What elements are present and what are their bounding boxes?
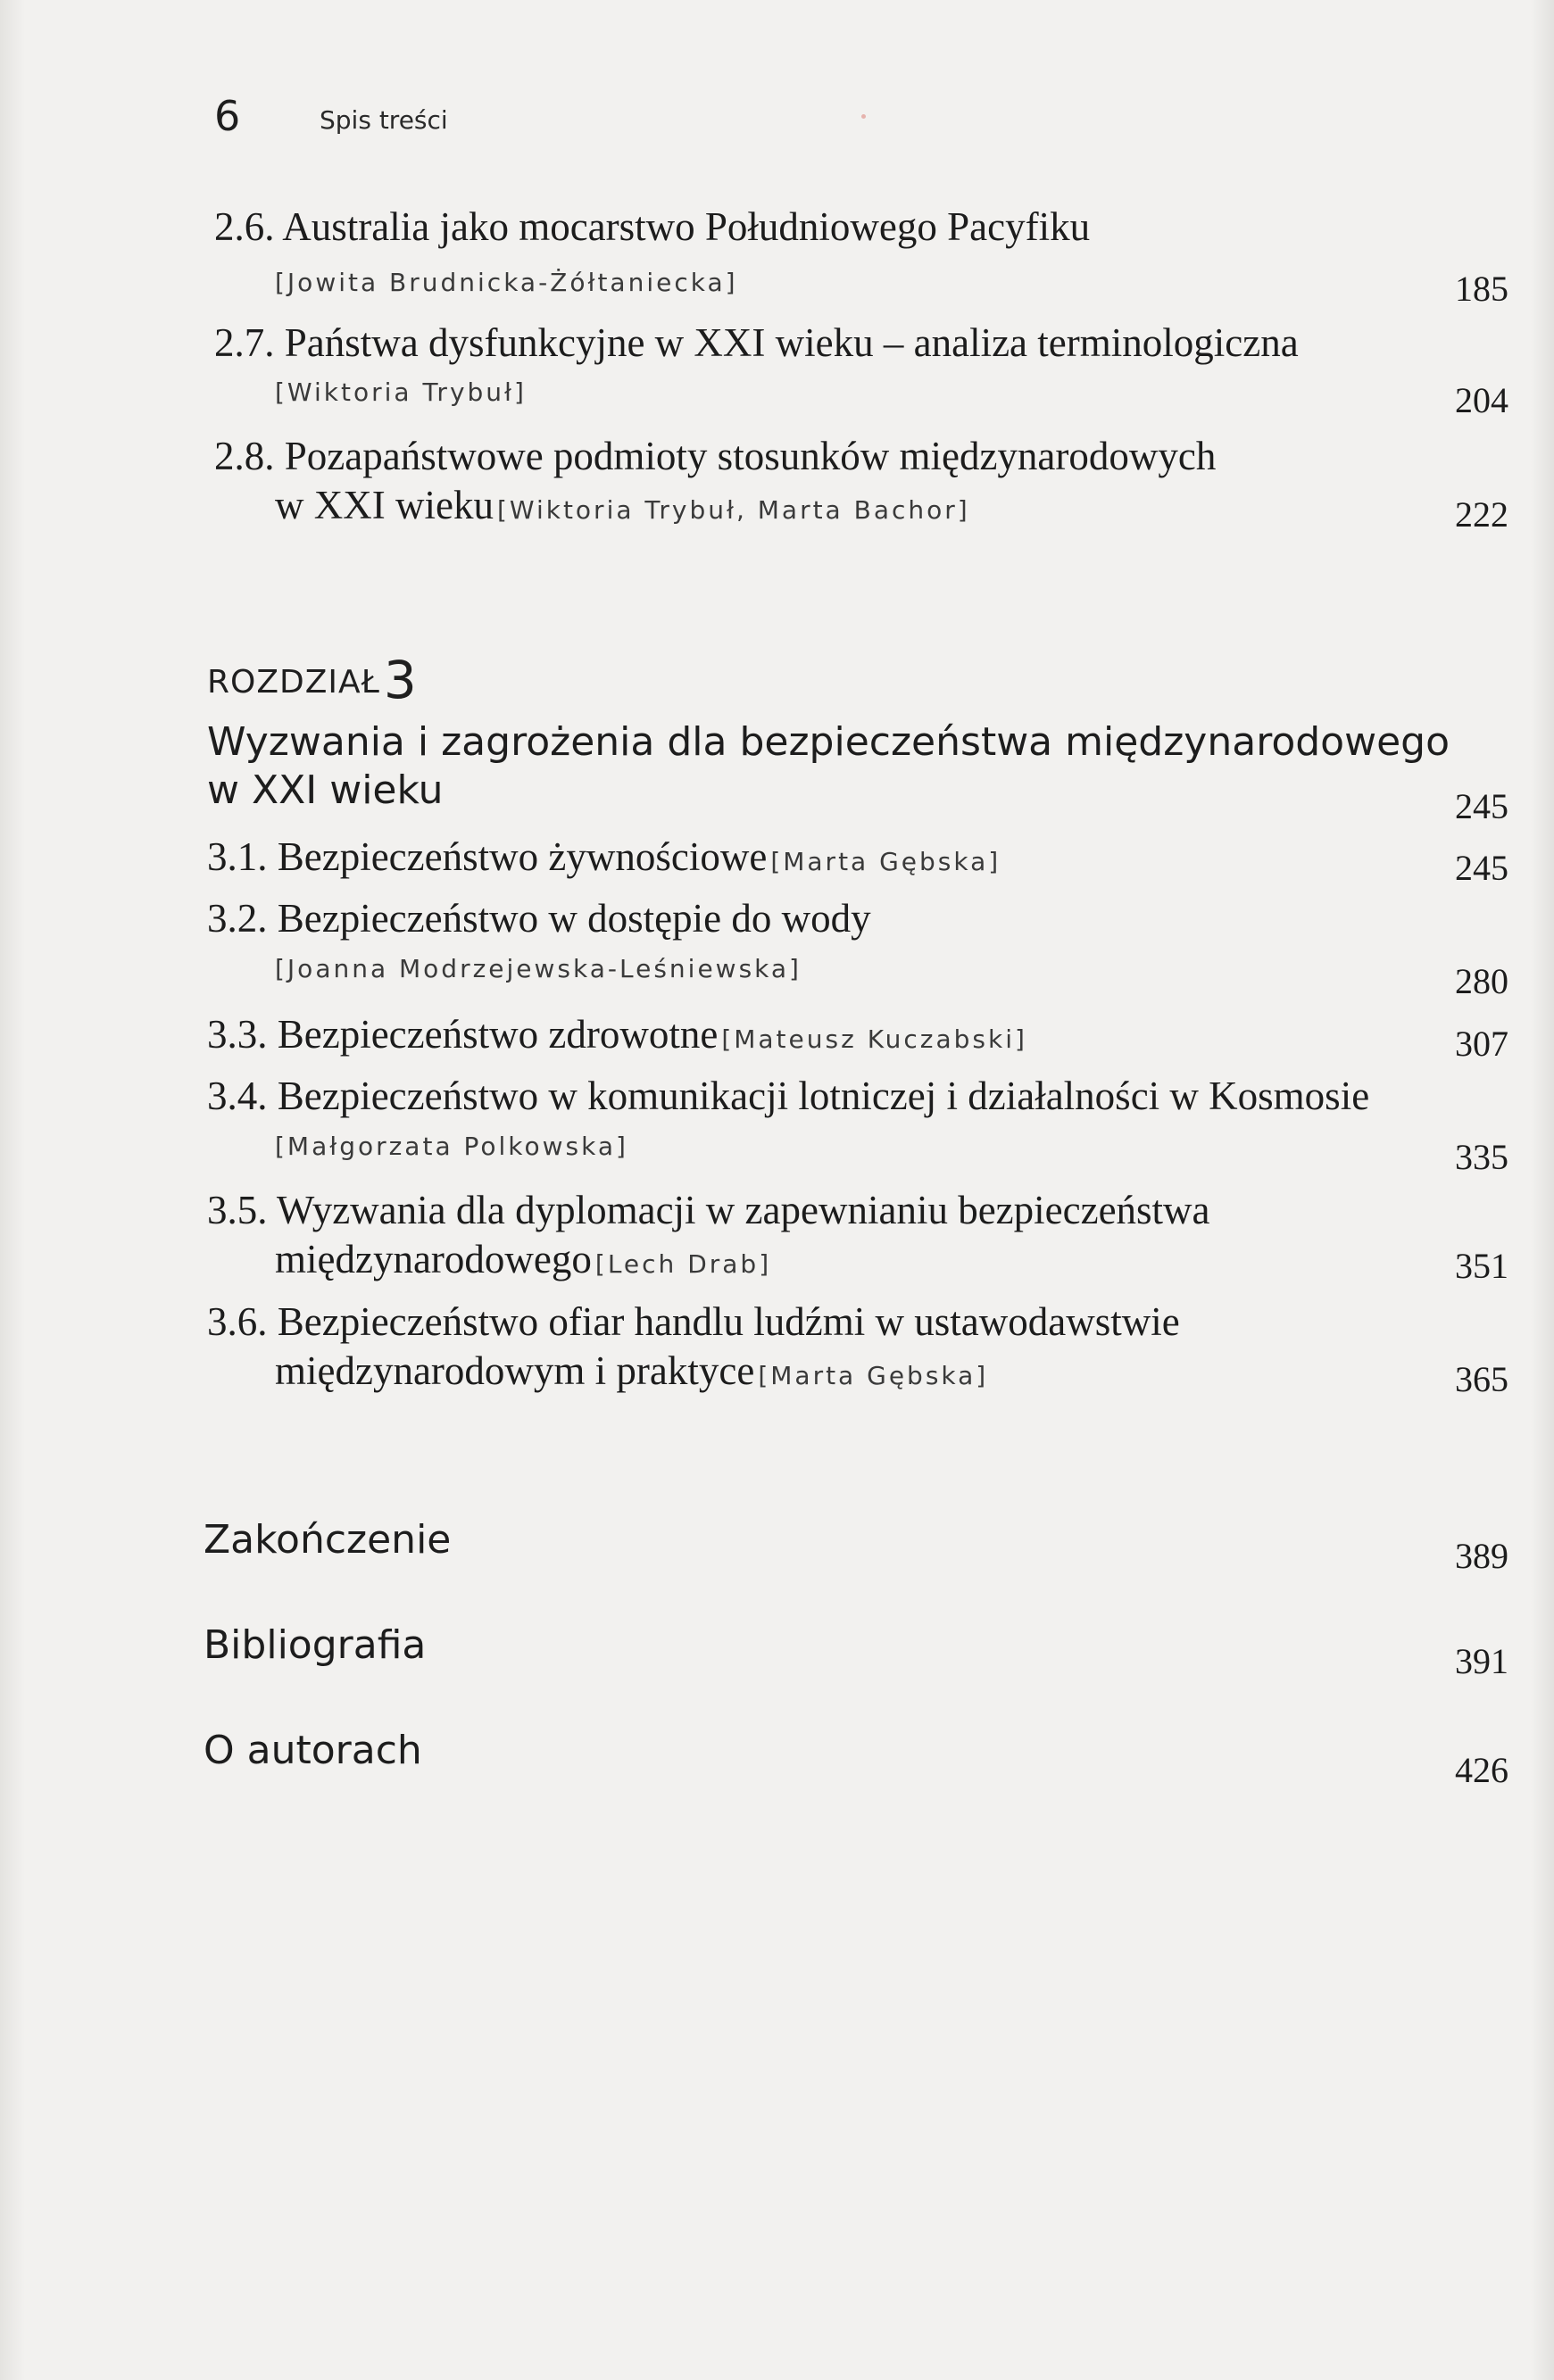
toc-author-2-6: [Jowita Brudnicka-Żółtaniecka] — [275, 268, 738, 297]
chapter-label — [207, 644, 418, 710]
toc-zakonczenie: Zakończenie — [204, 1517, 452, 1563]
toc-author-3-6: [Marta Gębska] — [758, 1361, 989, 1390]
toc-entry-3-1-row — [207, 833, 1001, 880]
toc-entry-3-2: 3.2. Bezpieczeństwo w dostępie do wody — [207, 896, 871, 941]
toc-entry-2-6: 2.6. Australia jako mocarstwo Południowego Pacyfiku — [214, 204, 1091, 249]
toc-entry-3-1: 3.1. Bezpieczeństwo żywnościowe — [207, 834, 768, 879]
toc-author-3-2: [Joanna Modrzejewska-Leśniewska] — [275, 954, 802, 983]
toc-entry-2-8: 2.8. Pozapaństwowe podmioty stosunków międzynarodowych — [214, 434, 1217, 478]
toc-page-bibliografia: 391 — [1455, 1641, 1508, 1681]
toc-author-2-7: [Wiktoria Trybuł] — [275, 377, 527, 407]
chapter-label-text: ROZDZIAŁ — [207, 664, 380, 701]
toc-author-2-8: [Wiktoria Trybuł, Marta Bachor] — [496, 495, 970, 525]
toc-page-3-4: 335 — [1455, 1137, 1508, 1177]
toc-page-2-8: 222 — [1455, 494, 1508, 535]
toc-author-3-4: [Małgorzata Polkowska] — [275, 1132, 628, 1161]
chapter-title-line1: Wyzwania i zagrożenia dla bezpieczeństwa międzynarodowego — [207, 719, 1450, 765]
toc-entry-2-7: 2.7. Państwa dysfunkcyjne w XXI wieku – analiza terminologiczna — [214, 320, 1299, 365]
chapter-title-line2: w XXI wieku — [207, 767, 444, 813]
toc-entry-3-5: 3.5. Wyzwania dla dyplomacji w zapewnianiu bezpieczeństwa — [207, 1188, 1210, 1232]
page-left-edge — [0, 0, 25, 2380]
toc-entry-2-8-line2 — [275, 482, 970, 528]
toc-page-3-1: 245 — [1455, 848, 1508, 888]
toc-author-3-1: [Marta Gębska] — [770, 847, 1001, 876]
toc-page-3-2: 280 — [1455, 961, 1508, 1001]
toc-page-2-6: 185 — [1455, 269, 1508, 309]
page-right-edge — [1531, 0, 1554, 2380]
toc-entry-3-4: 3.4. Bezpieczeństwo w komunikacji lotniczej i działalności w Kosmosie — [207, 1074, 1370, 1118]
toc-page-zakonczenie: 389 — [1455, 1536, 1508, 1576]
toc-bibliografia: Bibliografia — [204, 1622, 427, 1668]
toc-entry-3-3: 3.3. Bezpieczeństwo zdrowotne — [207, 1012, 719, 1057]
toc-author-3-3: [Mateusz Kuczabski] — [721, 1024, 1027, 1054]
toc-entry-3-6: 3.6. Bezpieczeństwo ofiar handlu ludźmi w ustawodawstwie — [207, 1299, 1180, 1344]
chapter-page: 245 — [1455, 786, 1508, 826]
chapter-number: 3 — [383, 650, 418, 710]
page-number: 6 — [214, 92, 241, 140]
toc-page-3-3: 307 — [1455, 1024, 1508, 1064]
toc-entry-3-6-line2 — [275, 1348, 988, 1394]
toc-entry-3-3-row — [207, 1011, 1027, 1057]
toc-author-3-5: [Lech Drab] — [594, 1249, 772, 1279]
toc-page-3-6: 365 — [1455, 1359, 1508, 1399]
running-header: Spis treści — [320, 105, 448, 135]
toc-entry-3-6-continuation: międzynarodowym i praktyce — [275, 1348, 755, 1393]
toc-page-o-autorach: 426 — [1455, 1750, 1508, 1790]
toc-entry-3-5-continuation: międzynarodowego — [275, 1237, 592, 1281]
print-mark — [861, 114, 866, 119]
toc-entry-2-8-continuation: w XXI wieku — [275, 483, 494, 527]
toc-page-2-7: 204 — [1455, 380, 1508, 420]
toc-entry-3-5-line2 — [275, 1236, 771, 1282]
toc-page-3-5: 351 — [1455, 1246, 1508, 1286]
toc-o-autorach: O autorach — [204, 1728, 422, 1773]
